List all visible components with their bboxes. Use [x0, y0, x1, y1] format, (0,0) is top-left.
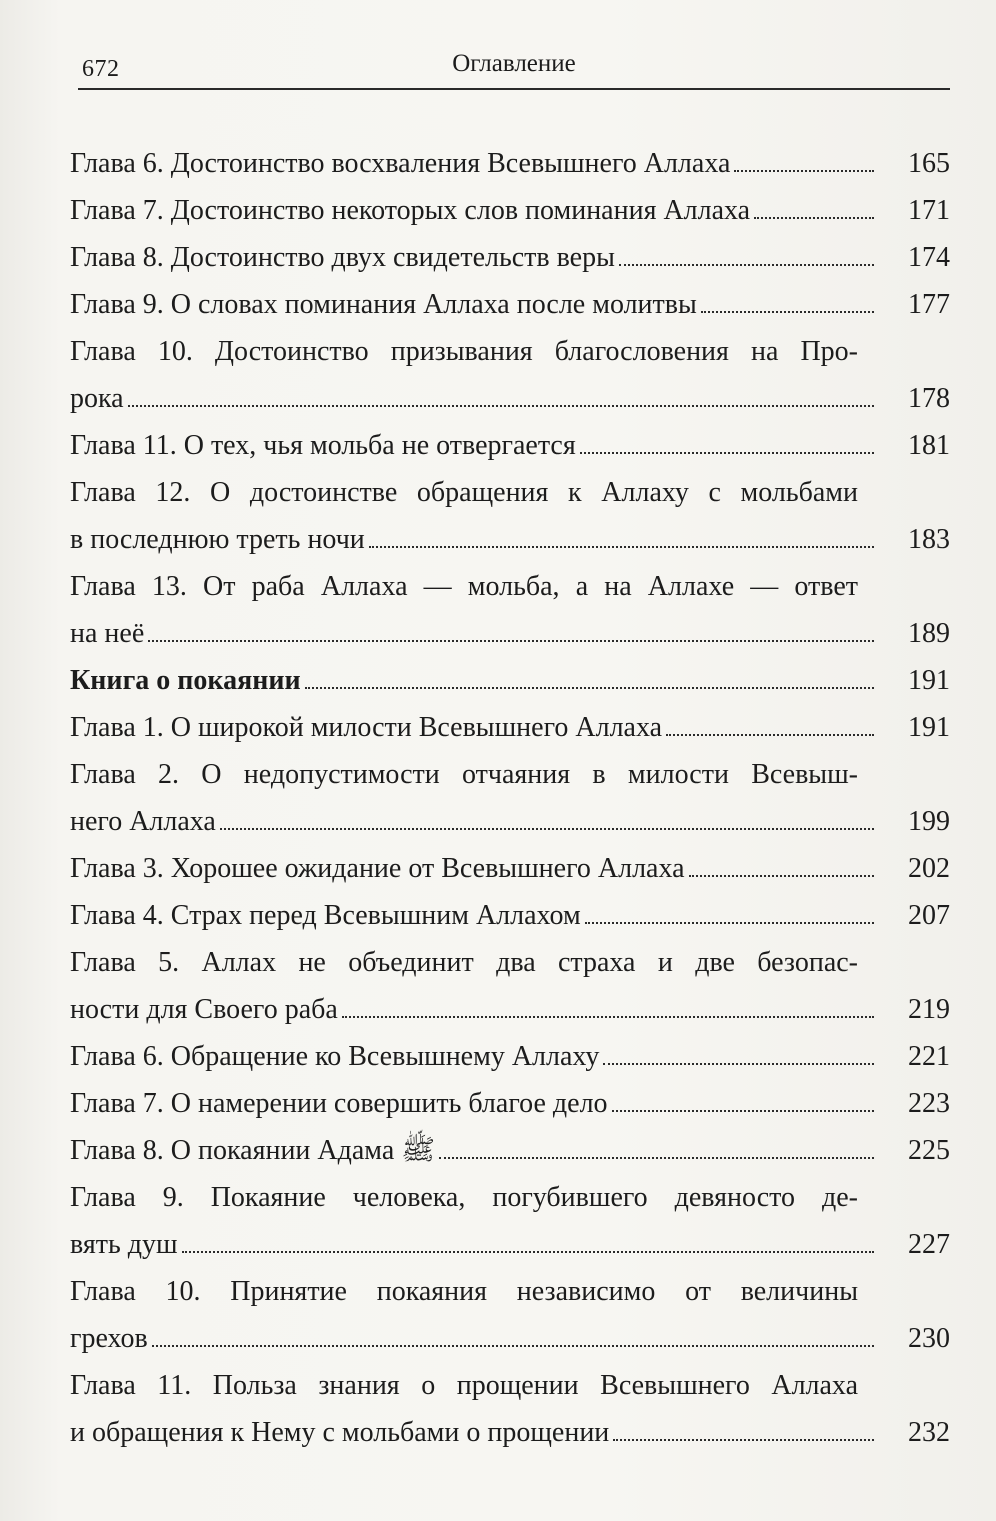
- toc-entry-page-number: 207: [908, 900, 950, 931]
- toc-entry-title: грехов: [70, 1323, 148, 1354]
- toc-entry-page-number: 221: [908, 1041, 950, 1072]
- toc-entry-title: Глава 11. Польза знания о прощении Всевышнего Аллаха: [70, 1370, 858, 1401]
- toc-entry-page-number: 225: [908, 1135, 950, 1166]
- toc-entry-page-number: 223: [908, 1088, 950, 1119]
- dot-leader: [585, 922, 874, 924]
- dot-leader: [734, 170, 874, 172]
- toc-entry: [70, 563, 950, 657]
- toc-entry-title: Глава 9. Покаяние человека, погубившего девяносто де-: [70, 1182, 858, 1213]
- toc-entry: [70, 845, 950, 892]
- dot-leader: [701, 311, 874, 313]
- toc-entry: [70, 281, 950, 328]
- toc-entry: [70, 234, 950, 281]
- toc-entry-page-number: 199: [908, 806, 950, 837]
- toc-entry: [70, 1127, 950, 1174]
- running-title: Оглавление: [452, 50, 576, 77]
- toc-entry-last-line: [70, 140, 950, 187]
- toc-entry-title: Глава 6. Обращение ко Всевышнему Аллаху: [70, 1041, 600, 1072]
- toc-entry-last-line: [70, 516, 950, 563]
- toc-entry-page-number: 227: [908, 1229, 950, 1260]
- toc-entry-page-number: 181: [908, 430, 950, 461]
- dot-leader: [182, 1251, 874, 1253]
- toc-entry-last-line: [70, 1080, 950, 1127]
- toc-entry: [70, 422, 950, 469]
- toc-entry-page-number: 202: [908, 853, 950, 884]
- toc-entry-title: Глава 11. О тех, чья мольба не отвергается: [70, 430, 576, 461]
- toc-entry-last-line: [70, 704, 950, 751]
- dot-leader: [439, 1157, 874, 1159]
- toc-entry-title: Глава 13. От раба Аллаха — мольба, а на Аллахе — ответ: [70, 571, 858, 602]
- toc-entry: [70, 1080, 950, 1127]
- page-header: [78, 46, 950, 90]
- toc-entry-page-number: 219: [908, 994, 950, 1025]
- toc-entry-page-number: 165: [908, 148, 950, 179]
- toc-entry-title: Глава 9. О словах поминания Аллаха после молитвы: [70, 289, 697, 320]
- toc-entry: [70, 140, 950, 187]
- toc-entry-title: Глава 8. О покаянии Адама ﷺ: [70, 1135, 436, 1166]
- toc-entry-line: [70, 328, 950, 375]
- dot-leader: [152, 1345, 874, 1347]
- toc-entry-last-line: [70, 1315, 950, 1362]
- toc-entry-last-line: [70, 1409, 950, 1456]
- toc-entry-page-number: 232: [908, 1417, 950, 1448]
- dot-leader: [666, 734, 874, 736]
- toc-entry-last-line: [70, 1033, 950, 1080]
- dot-leader: [612, 1110, 874, 1112]
- dot-leader: [305, 687, 874, 689]
- toc-entry-title: Глава 10. Достоинство призывания благословения на Про-: [70, 336, 858, 367]
- toc-entry: [70, 328, 950, 422]
- toc-entry-title: Глава 4. Страх перед Всевышним Аллахом: [70, 900, 581, 931]
- toc-entry: [70, 1033, 950, 1080]
- toc-entry: [70, 751, 950, 845]
- toc-entry-line: [70, 751, 950, 798]
- dot-leader: [220, 828, 874, 830]
- toc-entry-line: [70, 563, 950, 610]
- toc-entry-page-number: 171: [908, 195, 950, 226]
- toc-entry-title: Книга о покаянии: [70, 665, 301, 696]
- dot-leader: [342, 1016, 874, 1018]
- dot-leader: [148, 640, 874, 642]
- toc-entry: [70, 187, 950, 234]
- toc-entry-page-number: 177: [908, 289, 950, 320]
- toc-entry-last-line: [70, 234, 950, 281]
- dot-leader: [580, 452, 874, 454]
- dot-leader: [754, 217, 874, 219]
- toc-entry-last-line: [70, 892, 950, 939]
- toc-entry: [70, 939, 950, 1033]
- toc-entry: [70, 892, 950, 939]
- toc-entry-line: [70, 1174, 950, 1221]
- toc-entry-last-line: [70, 1221, 950, 1268]
- dot-leader: [689, 875, 874, 877]
- toc-entry-page-number: 178: [908, 383, 950, 414]
- toc-entry-title: Глава 8. Достоинство двух свидетельств веры: [70, 242, 615, 273]
- toc-entry-last-line: [70, 986, 950, 1033]
- toc-entry-line: [70, 1362, 950, 1409]
- toc-entry-last-line: [70, 281, 950, 328]
- toc-entry-title: Глава 7. О намерении совершить благое дело: [70, 1088, 608, 1119]
- toc-entry-page-number: 183: [908, 524, 950, 555]
- dot-leader: [128, 405, 874, 407]
- toc-entry-line: [70, 1268, 950, 1315]
- toc-entry-title: Глава 1. О широкой милости Всевышнего Аллаха: [70, 712, 663, 743]
- toc-entry-title: Глава 3. Хорошее ожидание от Всевышнего Аллаха: [70, 853, 685, 884]
- dot-leader: [603, 1063, 874, 1065]
- toc-entry-title: ности для Своего раба: [70, 994, 338, 1025]
- toc-entry-page-number: 191: [908, 712, 950, 743]
- toc-entry-line: [70, 939, 950, 986]
- toc-entry-title: Глава 7. Достоинство некоторых слов поминания Аллаха: [70, 195, 751, 226]
- toc-entry: [70, 1268, 950, 1362]
- toc-entry-page-number: 230: [908, 1323, 950, 1354]
- toc-entry-title: рока: [70, 383, 124, 414]
- dot-leader: [369, 546, 874, 548]
- toc-entry-last-line: [70, 798, 950, 845]
- toc-entry-page-number: 191: [908, 665, 950, 696]
- toc-entry-last-line: [70, 187, 950, 234]
- toc-entry-line: [70, 469, 950, 516]
- page-number: 672: [82, 56, 120, 82]
- toc-entry-title: на неё: [70, 618, 145, 649]
- toc-entry: [70, 1362, 950, 1456]
- dot-leader: [613, 1439, 874, 1441]
- dot-leader: [619, 264, 874, 266]
- toc-entry-last-line: [70, 845, 950, 892]
- toc-entry-title: него Аллаха: [70, 806, 216, 837]
- table-of-contents: [70, 140, 950, 1456]
- toc-entry: [70, 657, 950, 704]
- toc-entry-last-line: [70, 657, 950, 704]
- toc-entry-title: и обращения к Нему с мольбами о прощении: [70, 1417, 610, 1448]
- toc-entry-title: Глава 6. Достоинство восхваления Всевышнего Аллаха: [70, 148, 731, 179]
- toc-entry: [70, 1174, 950, 1268]
- toc-entry-title: Глава 5. Аллах не объединит два страха и две безопас-: [70, 947, 858, 978]
- toc-entry-title: Глава 12. О достоинстве обращения к Аллаху с мольбами: [70, 477, 858, 508]
- toc-entry: [70, 469, 950, 563]
- toc-entry-title: в последнюю треть ночи: [70, 524, 365, 555]
- toc-entry-last-line: [70, 610, 950, 657]
- toc-entry-page-number: 189: [908, 618, 950, 649]
- toc-entry-page-number: 174: [908, 242, 950, 273]
- toc-entry-title: Глава 2. О недопустимости отчаяния в милости Всевыш-: [70, 759, 858, 790]
- toc-entry: [70, 704, 950, 751]
- toc-entry-title: вять душ: [70, 1229, 178, 1260]
- toc-entry-last-line: [70, 375, 950, 422]
- toc-entry-last-line: [70, 1127, 950, 1174]
- toc-entry-last-line: [70, 422, 950, 469]
- toc-entry-title: Глава 10. Принятие покаяния независимо от величины: [70, 1276, 858, 1307]
